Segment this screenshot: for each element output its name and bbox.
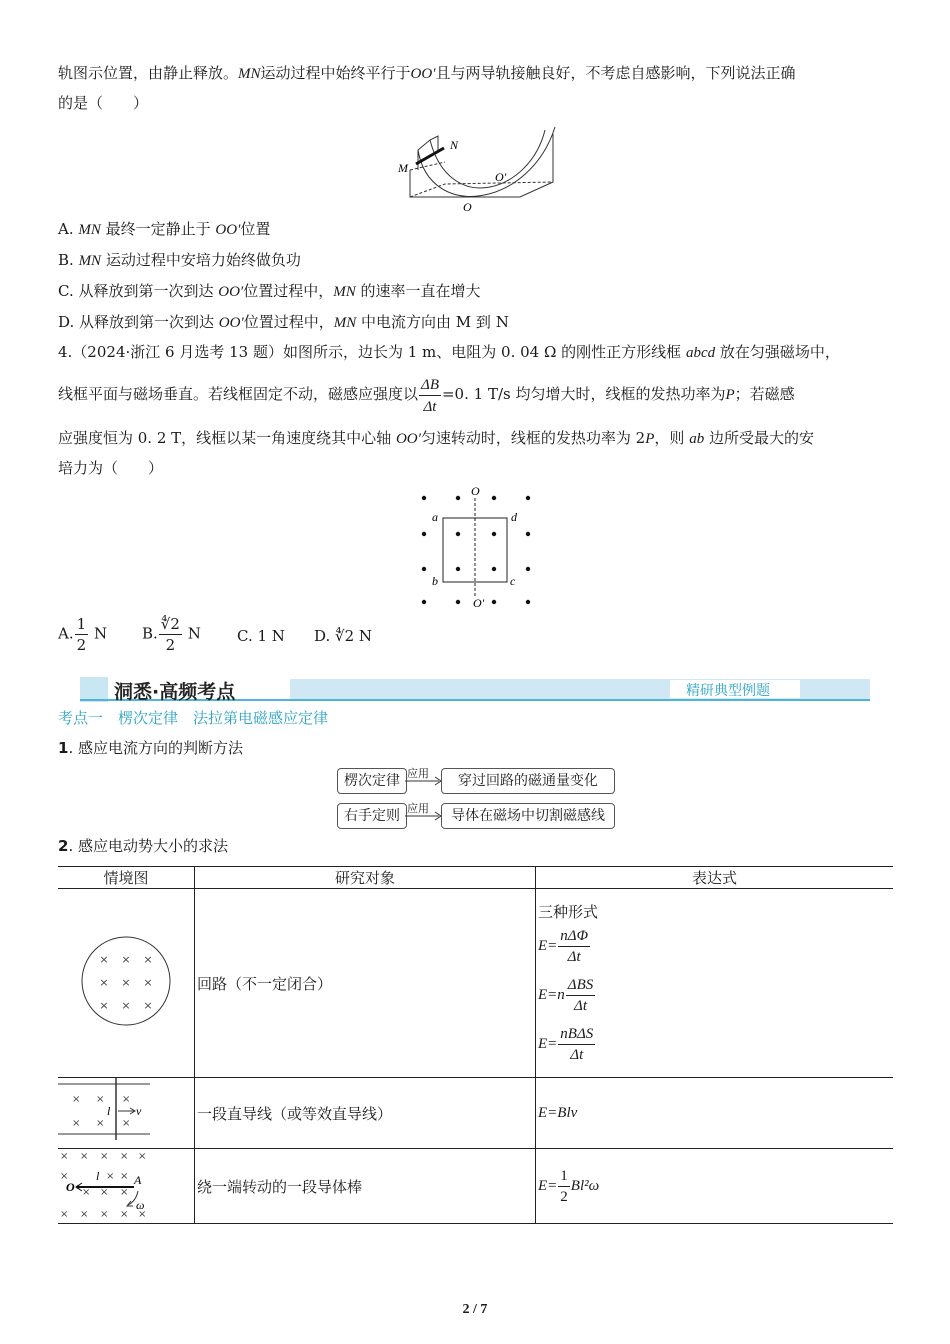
- row1-expr-title: 三种形式: [538, 903, 599, 921]
- q4-option-d[interactable]: D. ∜2 N: [314, 627, 373, 645]
- svg-text:×: ×: [96, 1094, 105, 1105]
- th-scene: 情境图: [58, 867, 195, 889]
- rotating-rod-figure: [58, 1149, 150, 1219]
- q3-option-a[interactable]: A. MN 最终一定静止于 OO′位置: [58, 220, 271, 238]
- q4-frame-figure: [410, 484, 545, 612]
- q4-stem-line1: 4.（2024·浙江 6 月选考 13 题）如图所示，边长为 1 m、电阻为 0. 04 Ω 的刚性正方形线框 abcd 放在匀强磁场中，: [58, 343, 840, 361]
- svg-text:×: ×: [99, 999, 109, 1012]
- q4-option-b[interactable]: B. $\frac{∜2}{2}$ N: [142, 615, 201, 654]
- q4-frac-dbdt: $\frac{\Delta B}{\Delta t}$: [419, 374, 441, 417]
- q3-rail-figure: [390, 122, 560, 214]
- svg-text:v: v: [136, 1104, 142, 1118]
- th-object: 研究对象: [195, 867, 536, 889]
- page-number: 2 / 7: [462, 1302, 488, 1317]
- q3-option-b[interactable]: B. MN 运动过程中安培力始终做负功: [58, 251, 301, 269]
- q3-label-m: M: [398, 161, 408, 175]
- section2-title: 2. 感应电动势大小的求法: [58, 837, 228, 855]
- svg-text:×: ×: [122, 1094, 131, 1105]
- wire-figure: [58, 1078, 150, 1144]
- banner-right-label: 精研典型例题: [686, 683, 770, 699]
- svg-text:×: ×: [120, 1171, 129, 1182]
- q3-label-o: O: [463, 200, 472, 214]
- svg-text:×: ×: [96, 1118, 105, 1129]
- svg-text:×: ×: [60, 1151, 69, 1162]
- svg-text:O: O: [66, 1180, 75, 1194]
- flow-flux-box: 穿过回路的磁通量变化: [441, 768, 615, 794]
- q3-label-n: N: [450, 138, 459, 152]
- svg-text:×: ×: [100, 1187, 109, 1198]
- loop-figure: [80, 935, 172, 1027]
- q3-option-c[interactable]: C. 从释放到第一次到达 OO′位置过程中，MN 的速率一直在增大: [58, 282, 481, 300]
- flow-cut-box: 导体在磁场中切割磁感线: [441, 803, 615, 829]
- kaodian-title: 考点一 楞次定律 法拉第电磁感应定律: [58, 709, 329, 727]
- row1-formula-3: E= $\frac{\text{nBΔS}}{\Delta t}$: [538, 1026, 594, 1063]
- svg-text:×: ×: [80, 1209, 89, 1219]
- q4-label-c: c: [510, 574, 516, 588]
- svg-text:×: ×: [143, 999, 153, 1012]
- svg-text:×: ×: [120, 1151, 129, 1162]
- q4-label-o1: O′: [473, 596, 485, 610]
- q4-stem-line2: 线框平面与磁场垂直。若线框固定不动，磁感应强度以 $\frac{\Delta B}{\Delta t}$ =0. 1 T/s 均匀增大时，线框的发热功率为P；若磁感: [58, 372, 795, 417]
- svg-text:×: ×: [121, 976, 131, 989]
- svg-text:×: ×: [120, 1209, 129, 1219]
- svg-text:×: ×: [80, 1151, 89, 1162]
- row2-expr: E=Blv: [538, 1104, 578, 1121]
- table-row: [58, 1149, 893, 1224]
- svg-text:l: l: [96, 1169, 100, 1183]
- svg-text:×: ×: [138, 1209, 147, 1219]
- q4-label-a: a: [432, 510, 438, 524]
- svg-text:×: ×: [82, 1187, 91, 1198]
- section1-title: 1. 感应电流方向的判断方法: [58, 739, 243, 757]
- svg-text:×: ×: [106, 1171, 115, 1182]
- row3-expr: E= $\frac{1}{2}$ Bl²ω: [536, 1149, 894, 1224]
- svg-text:×: ×: [72, 1118, 81, 1129]
- q4-stem-line3: 应强度恒为 0. 2 T，线框以某一角速度绕其中心轴 OO′匀速转动时，线框的发热功率为 2P，则 ab 边所受最大的安: [58, 429, 814, 447]
- svg-text:×: ×: [143, 976, 153, 989]
- banner-title: 洞悉·高频考点: [114, 681, 236, 703]
- svg-text:×: ×: [100, 1209, 109, 1219]
- svg-text:×: ×: [121, 999, 131, 1012]
- q3-stem-line1: 轨图示位置，由静止释放。MN运动过程中始终平行于OO′且与两导轨接触良好，不考虑自感影响，下列说法正确: [58, 64, 796, 82]
- q4-label-b: b: [432, 574, 438, 588]
- row1-object: 回路（不一定闭合）: [195, 889, 536, 1078]
- th-expression: 表达式: [536, 867, 894, 889]
- q3-stem-line2: 的是（ ）: [58, 94, 149, 112]
- q4-option-a[interactable]: A. $\frac{1}{2}$ N: [58, 615, 108, 654]
- svg-text:×: ×: [143, 953, 153, 966]
- q4-label-o: O: [471, 484, 480, 498]
- flow-lenz-box: 楞次定律: [337, 768, 407, 794]
- svg-text:×: ×: [99, 953, 109, 966]
- emf-table: [58, 866, 893, 1224]
- q3-rod-mn: [416, 148, 444, 164]
- svg-text:×: ×: [72, 1094, 81, 1105]
- q3-label-o1: O′: [495, 170, 507, 184]
- table-row: [58, 1078, 893, 1149]
- flow-arrow-label-1: 应用: [407, 767, 429, 780]
- svg-text:A: A: [134, 1173, 142, 1187]
- row1-formula-2: E=n $\frac{\text{ΔBS}}{\Delta t}$: [538, 977, 594, 1014]
- q4-option-c[interactable]: C. 1 N: [237, 627, 285, 645]
- q4-label-d: d: [511, 510, 517, 524]
- svg-text:×: ×: [121, 953, 131, 966]
- flow-arrow-label-2: 应用: [407, 802, 429, 815]
- svg-text:×: ×: [60, 1209, 69, 1219]
- flow-arrow-2: [405, 810, 443, 822]
- row3-object: 绕一端转动的一段导体棒: [195, 1149, 536, 1224]
- q3-option-d[interactable]: D. 从释放到第一次到达 OO′位置过程中，MN 中电流方向由 M 到 N: [58, 313, 509, 331]
- svg-text:×: ×: [99, 976, 109, 989]
- svg-text:×: ×: [60, 1171, 69, 1182]
- flow-righthand-box: 右手定则: [337, 803, 407, 829]
- svg-text:×: ×: [122, 1118, 131, 1129]
- svg-text:×: ×: [100, 1151, 109, 1162]
- q4-stem-line4: 培力为（ ）: [58, 459, 164, 477]
- svg-text:l: l: [107, 1104, 111, 1118]
- svg-text:ω: ω: [136, 1198, 145, 1212]
- flow-arrow-1: [405, 775, 443, 787]
- row1-formula-1: E= $\frac{\text{nΔΦ}}{\Delta t}$: [538, 928, 589, 965]
- section-banner: [80, 677, 870, 702]
- row2-object: 一段直导线（或等效直导线）: [195, 1078, 536, 1149]
- table-row: [58, 889, 893, 1078]
- svg-text:×: ×: [138, 1151, 147, 1162]
- svg-text:×: ×: [120, 1187, 129, 1198]
